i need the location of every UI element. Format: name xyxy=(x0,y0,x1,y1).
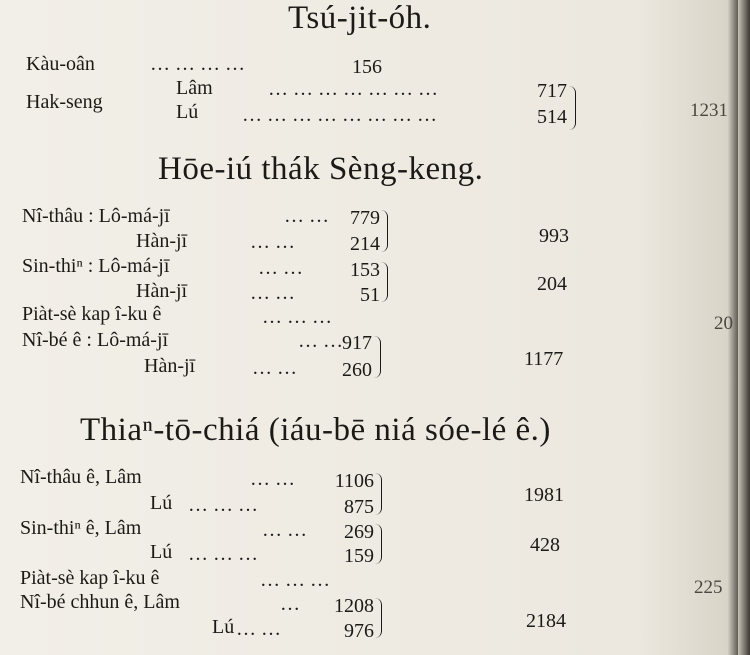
group-total: 2184 xyxy=(526,610,566,632)
row-value: 717 xyxy=(537,80,567,102)
row-label: Hàn-jī xyxy=(144,355,196,377)
row-value: 976 xyxy=(344,620,374,642)
row-dots: … … xyxy=(298,330,343,352)
row-sublabel: Lâm xyxy=(176,77,213,99)
row-dots: … … xyxy=(250,468,295,490)
group-total: 204 xyxy=(537,273,567,295)
row-dots: … … xyxy=(252,357,297,379)
side-total: 1231 xyxy=(690,100,728,121)
row-dots: … … … xyxy=(260,569,330,591)
row-value: 260 xyxy=(342,359,372,381)
row-value: 51 xyxy=(360,284,380,306)
page-edge-shadow xyxy=(738,0,750,655)
row-label: Sin-thiⁿ ê, Lâm xyxy=(20,517,142,539)
row-value: 156 xyxy=(352,56,382,78)
row-value: 153 xyxy=(350,259,380,281)
row-dots: … … … … … … … xyxy=(268,78,438,100)
brace xyxy=(374,336,381,378)
row-label: Nî-thâu : Lô-má-jī xyxy=(22,205,170,227)
brace xyxy=(375,598,382,638)
row-dots: … … xyxy=(236,618,281,640)
row-dots: … … xyxy=(250,231,295,253)
row-dots: … … xyxy=(284,205,329,227)
group-total: 1981 xyxy=(524,484,564,506)
row-dots: … … … … xyxy=(150,53,245,75)
brace xyxy=(381,262,388,302)
row-label: Nî-bé ê : Lô-má-jī xyxy=(22,329,169,351)
brace xyxy=(375,473,382,515)
group-total: 1177 xyxy=(524,348,564,370)
row-label: Hàn-jī xyxy=(136,280,188,302)
row-value: 269 xyxy=(344,521,374,543)
row-dots: … … … xyxy=(188,494,258,516)
row-label: Kàu-oân xyxy=(26,53,95,75)
row-dots: … … xyxy=(250,282,295,304)
row-label: Piàt-sè kap î-ku ê xyxy=(22,303,162,325)
row-label: Hàn-jī xyxy=(136,230,188,252)
brace xyxy=(381,210,388,252)
section-heading-hoe-iu: Hōe-iú thák Sèng-keng. xyxy=(158,151,484,187)
row-value: 159 xyxy=(344,545,374,567)
row-label: Nî-thâu ê, Lâm xyxy=(20,466,142,488)
row-value: 779 xyxy=(350,207,380,229)
section-heading-thian-to-chia: Thiaⁿ-tō-chiá (iáu-bē niá sóe-lé ê.) xyxy=(80,412,551,448)
row-label: Hak-seng xyxy=(26,91,103,113)
row-value: 917 xyxy=(342,332,372,354)
row-dots: … xyxy=(280,593,300,615)
row-dots: … … … … … … … … xyxy=(242,104,437,126)
row-dots: … … xyxy=(258,257,303,279)
row-value: 1106 xyxy=(334,470,374,492)
row-dots: … … … xyxy=(262,306,332,328)
row-value: 1208 xyxy=(334,595,374,617)
row-label: Lú xyxy=(150,492,173,514)
row-label: Sin-thiⁿ : Lô-má-jī xyxy=(22,255,170,277)
row-dots: … … … xyxy=(188,543,258,565)
brace xyxy=(375,524,382,564)
row-sublabel: Lú xyxy=(176,101,199,123)
row-label: Nî-bé chhun ê, Lâm xyxy=(20,591,180,613)
group-total: 428 xyxy=(530,534,560,556)
side-total: 225 xyxy=(694,577,723,598)
row-label: Lú xyxy=(212,616,235,638)
row-value: 214 xyxy=(350,233,380,255)
row-value: 514 xyxy=(537,106,567,128)
group-total: 993 xyxy=(539,225,569,247)
row-value: 875 xyxy=(344,496,374,518)
row-label: Piàt-sè kap î-ku ê xyxy=(20,567,160,589)
section-heading-tsu-jit-oh: Tsú-jit-óh. xyxy=(288,0,432,36)
side-total: 20 xyxy=(714,313,733,334)
row-dots: … … xyxy=(262,519,307,541)
row-label: Lú xyxy=(150,541,173,563)
brace xyxy=(569,86,576,130)
